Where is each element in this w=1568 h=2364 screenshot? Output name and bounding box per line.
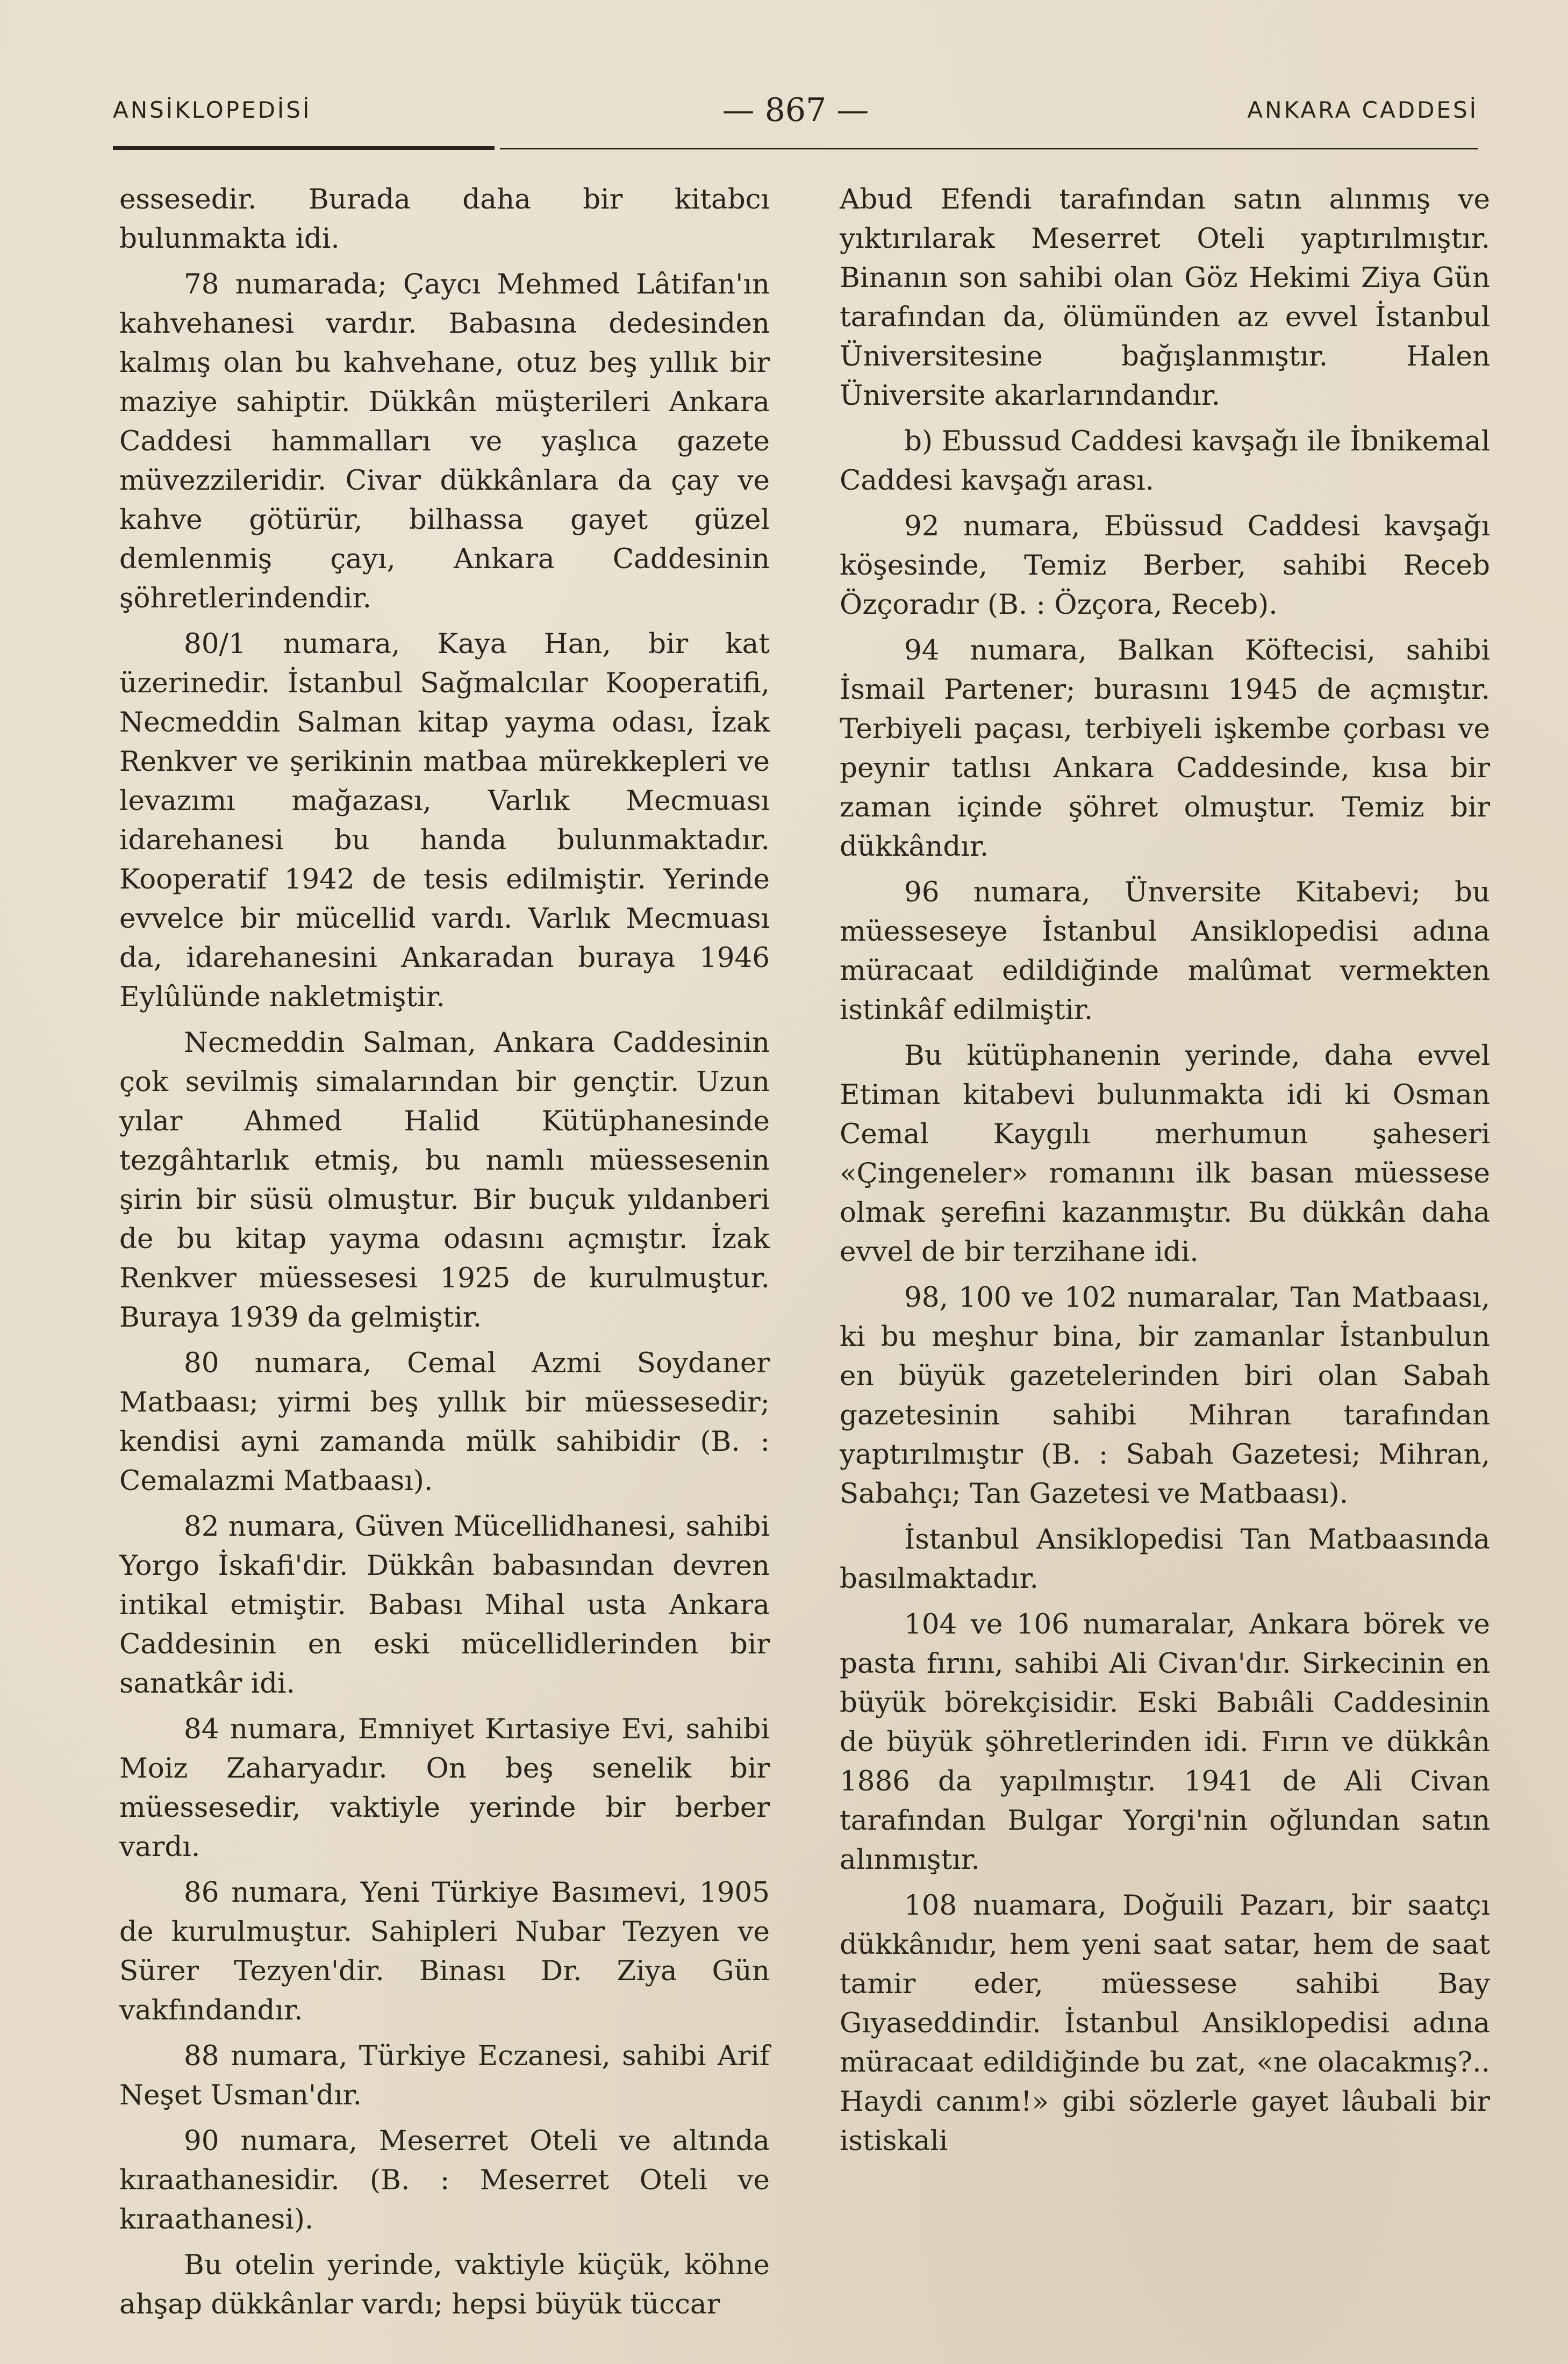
- running-header: [113, 81, 1478, 145]
- paragraph: 84 numara, Emniyet Kırtasiye Evi, sahibi Moiz Zaharyadır. On beş senelik bir müessesedir, vaktiyle yerinde bir berber vardı.: [119, 1713, 770, 1863]
- header-right-title: ANKARA CADDESİ: [1247, 97, 1478, 123]
- paragraph: 98, 100 ve 102 numaralar, Tan Matbaası, ki bu meşhur bina, bir zamanlar İstanbulun en büyük gazetelerinden biri olan Sabah gazetesinin sahibi Mihran tarafından yaptırılmıştır (B. : Sabah Gazetesi; Mihran, Sabahçı; Tan Gazetesi ve Matbaası).: [840, 1281, 1490, 1510]
- right-column: [840, 180, 1490, 2167]
- paragraph: 92 numara, Ebüssud Caddesi kavşağı köşesinde, Temiz Berber, sahibi Receb Özçoradır (B. : Özçora, Receb).: [840, 510, 1490, 621]
- paragraph: 96 numara, Ünversite Kitabevi; bu müesseseye İstanbul Ansiklopedisi adına müracaat edildiğinde malûmat vermekten istinkâf edilmiştir.: [840, 876, 1490, 1026]
- paragraph: 94 numara, Balkan Köftecisi, sahibi İsmail Partener; burasını 1945 de açmıştır. Terbiyeli paçası, terbiyeli işkembe çorbası ve peynir tatlısı Ankara Caddesinde, kısa bir zaman içinde şöhret olmuştur. Temiz bir dükkândır.: [840, 634, 1490, 863]
- page-number: — 867 —: [722, 91, 869, 129]
- paragraph: 80 numara, Cemal Azmi Soydaner Matbaası; yirmi beş yıllık bir müessesedir; kendisi ayni zamanda mülk sahibidir (B. : Cemalazmi Matbaası).: [119, 1347, 770, 1497]
- paragraph: İstanbul Ansiklopedisi Tan Matbaasında basılmaktadır.: [840, 1523, 1490, 1595]
- paragraph: 108 nuamara, Doğuili Pazarı, bir saatçı dükkânıdır, hem yeni saat satar, hem de saat tamir eder, müessese sahibi Bay Gıyaseddindir. İstanbul Ansiklopedisi adına müracaat edildiğinde bu zat, «ne olacakmış?.. Haydi canım!» gibi sözlerle gayet lâubali bir istiskali: [840, 1889, 1490, 2157]
- paragraph: essesedir. Burada daha bir kitabcı bulunmakta idi.: [119, 183, 770, 255]
- header-left-title: ANSİKLOPEDİSİ: [113, 97, 312, 123]
- paragraph: 104 ve 106 numaralar, Ankara börek ve pasta fırını, sahibi Ali Civan'dır. Sirkecinin en büyük börekçisidir. Eski Babıâli Caddesinin de büyük şöhretlerinden idi. Fırın ve dükkân 1886 da yapılmıştır. 1941 de Ali Civan tarafından Bulgar Yorgi'nin oğlundan satın alınmıştır.: [840, 1608, 1490, 1876]
- paragraph: 86 numara, Yeni Türkiye Basımevi, 1905 de kurulmuştur. Sahipleri Nubar Tezyen ve Sürer Tezyen'dir. Binası Dr. Ziya Gün vakfındandır.: [119, 1876, 770, 2026]
- paragraph: 80/1 numara, Kaya Han, bir kat üzerinedir. İstanbul Sağmalcılar Kooperatifi, Necmeddin Salman kitap yayma odası, İzak Renkver ve şerikinin matbaa mürekkepleri ve levazımı mağazası, Varlık Mecmuası idarehanesi bu handa bulunmaktadır. Kooperatif 1942 de tesis edilmiştir. Yerinde evvelce bir mücellid vardı. Varlık Mecmuası da, idarehanesini Ankaradan buraya 1946 Eylûlünde nakletmiştir.: [119, 628, 770, 1013]
- paragraph: 88 numara, Türkiye Eczanesi, sahibi Arif Neşet Usman'dır.: [119, 2040, 770, 2111]
- paragraph: Bu otelin yerinde, vaktiyle küçük, köhne ahşap dükkânlar vardı; hepsi büyük tüccar: [119, 2249, 770, 2320]
- paragraph: Bu kütüphanenin yerinde, daha evvel Etiman kitabevi bulunmakta idi ki Osman Cemal Kaygılı merhumun şaheseri «Çingeneler» romanını ilk basan müessese olmak şerefini kazanmıştır. Bu dükkân daha evvel de bir terzihane idi.: [840, 1040, 1490, 1268]
- left-column: [119, 180, 770, 2331]
- paragraph: 78 numarada; Çaycı Mehmed Lâtifan'ın kahvehanesi vardır. Babasına dedesinden kalmış olan bu kahvehane, otuz beş yıllık bir maziye sahiptir. Dükkân müşterileri Ankara Caddesi hammalları ve yaşlıca gazete müvezzileridir. Civar dükkânlara da çay ve kahve götürür, bilhassa gayet güzel demlenmiş çayı, Ankara Caddesinin şöhretlerindendir.: [119, 268, 770, 614]
- paragraph: b) Ebussud Caddesi kavşağı ile İbnikemal Caddesi kavşağı arası.: [840, 425, 1490, 497]
- header-rule-thick: [113, 146, 495, 150]
- paragraph: 90 numara, Meserret Oteli ve altında kıraathanesidir. (B. : Meserret Oteli ve kıraathanesi).: [119, 2125, 770, 2236]
- paragraph: Abud Efendi tarafından satın alınmış ve yıktırılarak Meserret Oteli yaptırılmıştır. Binanın son sahibi olan Göz Hekimi Ziya Gün tarafından da, ölümünden az evvel İstanbul Üniversitesine bağışlanmıştır. Halen Üniversite akarlarındandır.: [840, 183, 1490, 412]
- paragraph: 82 numara, Güven Mücellidhanesi, sahibi Yorgo İskafi'dir. Dükkân babasından devren intikal etmiştir. Babası Mihal usta Ankara Caddesinin en eski mücellidlerinden bir sanatkâr idi.: [119, 1510, 770, 1700]
- header-rule-thin: [500, 148, 1478, 149]
- paragraph: Necmeddin Salman, Ankara Caddesinin çok sevilmiş simalarından bir gençtir. Uzun yılar Ahmed Halid Kütüphanesinde tezgâhtarlık etmiş, bu namlı müessesenin şirin bir süsü olmuştur. Bir buçuk yıldanberi de bu kitap yayma odasını açmıştır. İzak Renkver müessesesi 1925 de kurulmuştur. Buraya 1939 da gelmiştir.: [119, 1027, 770, 1334]
